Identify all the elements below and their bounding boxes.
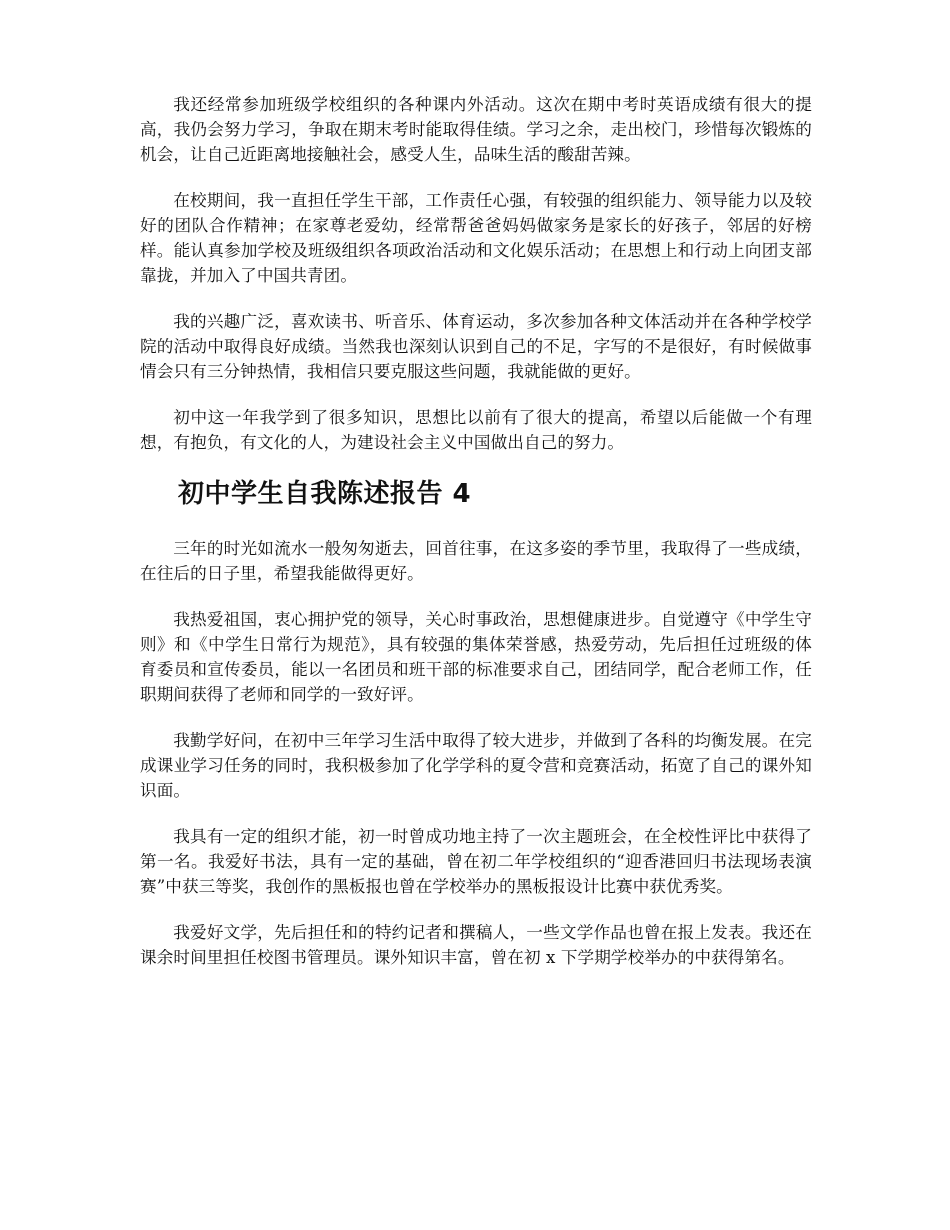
section-heading: 初中学生自我陈述报告 4 [178, 479, 472, 509]
paragraph-conclusion: 初中这一年我学到了很多知识，思想比以前有了很大的提高，希望以后能做一个有理想，有抱负，有文化的人，为建设社会主义中国做出自己的努力。 [140, 408, 812, 452]
paragraph-student-cadre: 在校期间，我一直担任学生干部，工作责任心强，有较强的组织能力、领导能力以及较好的团队合作精神；在家尊老爱幼，经常帮爸爸妈妈做家务是家长的好孩子，邻居的好榜样。能认真参加学校及班级组织各项政治活动和文化娱乐活动；在思想上和行动上向团支部靠拢，并加入了中国共青团。 [140, 191, 812, 285]
paragraph-organization: 我具有一定的组织才能，初一时曾成功地主持了一次主题班会，在全校性评比中获得了第一名。我爱好书法，具有一定的基础，曾在初二年学校组织的“迎香港回归书法现场表演赛”中获三等奖，我创作的黑板报也曾在学校举办的黑板报设计比赛中获优秀奖。 [140, 827, 812, 896]
paragraph-patriotism: 我热爱祖国，衷心拥护党的领导，关心时事政治，思想健康进步。自觉遵守《中学生守则》和《中学生日常行为规范》，具有较强的集体荣誉感，热爱劳动，先后担任过班级的体育委员和宣传委员，能以一名团员和班干部的标准要求自己，团结同学，配合老师工作，任职期间获得了老师和同学的一致好评。 [140, 610, 812, 704]
paragraph-literature: 我爱好文学，先后担任和的特约记者和撰稿人，一些文学作品也曾在报上发表。我还在课余时间里担任校图书管理员。课外知识丰富，曾在初 x 下学期学校举办的中获得第名。 [140, 923, 812, 967]
paragraph-activities: 我还经常参加班级学校组织的各种课内外活动。这次在期中考时英语成绩有很大的提高，我仍会努力学习，争取在期末考时能取得佳绩。学习之余，走出校门，珍惜每次锻炼的机会，让自己近距离地接触社会，感受人生，品味生活的酸甜苦辣。 [140, 95, 812, 164]
paragraph-interests: 我的兴趣广泛，喜欢读书、听音乐、体育运动，多次参加各种文体活动并在各种学校学院的活动中取得良好成绩。当然我也深刻认识到自己的不足，字写的不是很好，有时候做事情会只有三分钟热情，我相信只要克服这些问题，我就能做的更好。 [140, 312, 812, 381]
paragraph-intro: 三年的时光如流水一般匆匆逝去，回首往事，在这多姿的季节里，我取得了一些成绩，在往后的日子里，希望我能做得更好。 [140, 539, 812, 583]
document-body [140, 92, 812, 991]
paragraph-study: 我勤学好问，在初中三年学习生活中取得了较大进步，并做到了各科的均衡发展。在完成课业学习任务的同时，我积极参加了化学学科的夏令营和竞赛活动，拓宽了自己的课外知识面。 [140, 731, 812, 800]
